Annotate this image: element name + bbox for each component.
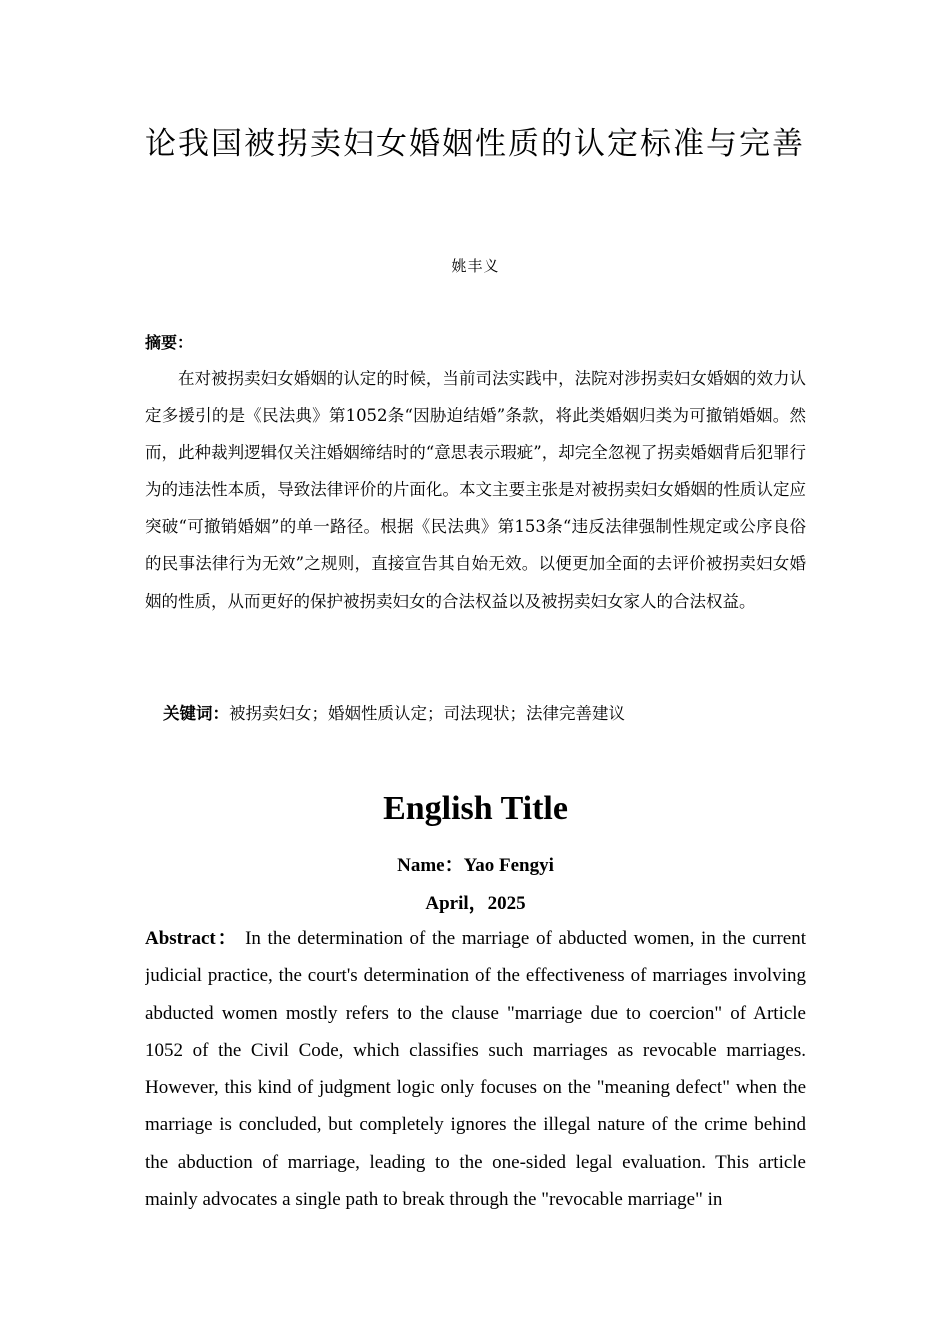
english-abstract xyxy=(145,920,806,1220)
chinese-keywords-label: 关键词： xyxy=(163,704,229,723)
english-abstract-text: In the determination of the marriage of abducted women, in the current judicial practice, the court's determination of the effectiveness of marriages involving abducted women mostly refers to the clause "marriage due to coercion" of Article 1052 of the Civil Code, which classifies such marriages as revocable marriages. However, this kind of judgment logic only focuses on the "meaning defect" when the marriage is concluded, but completely ignores the illegal nature of the crime behind the abduction of marriage, leading to the one-sided legal evaluation. This article mainly advocates a single path to break through the "revocable marriage" in xyxy=(145,928,806,1211)
english-title: English Title xyxy=(383,790,568,827)
english-author-name: Name：Yao Fengyi xyxy=(397,855,554,876)
chinese-author: 姚丰义 xyxy=(451,257,500,275)
english-date: April，2025 xyxy=(425,893,526,914)
chinese-abstract-label: 摘要： xyxy=(145,333,194,352)
chinese-title: 论我国被拐卖妇女婚姻性质的认定标准与完善 xyxy=(145,126,805,162)
chinese-keywords xyxy=(163,697,803,731)
chinese-keywords-text: 被拐卖妇女；婚姻性质认定；司法现状；法律完善建议 xyxy=(229,704,625,723)
chinese-abstract-text: 在对被拐卖妇女婚姻的认定的时候，当前司法实践中，法院对涉拐卖妇女婚姻的效力认定多援引的是《民法典》第1052条“因胁迫结婚”条款，将此类婚姻归类为可撤销婚姻。然而，此种裁判逻辑仅关注婚姻缔结时的“意思表示瑕疵”，却完全忽视了拐卖婚姻背后犯罪行为的违法性本质，导致法律评价的片面化。本文主要主张是对被拐卖妇女婚姻的性质认定应突破“可撤销婚姻”的单一路径。根据《民法典》第153条“违反法律强制性规定或公序良俗的民事法律行为无效”之规则，直接宣告其自始无效。以便更加全面的去评价被拐卖妇女婚姻的性质，从而更好的保护被拐卖妇女的合法权益以及被拐卖妇女家人的合法权益。 xyxy=(145,369,806,611)
english-abstract-label: Abstract： xyxy=(145,928,239,949)
